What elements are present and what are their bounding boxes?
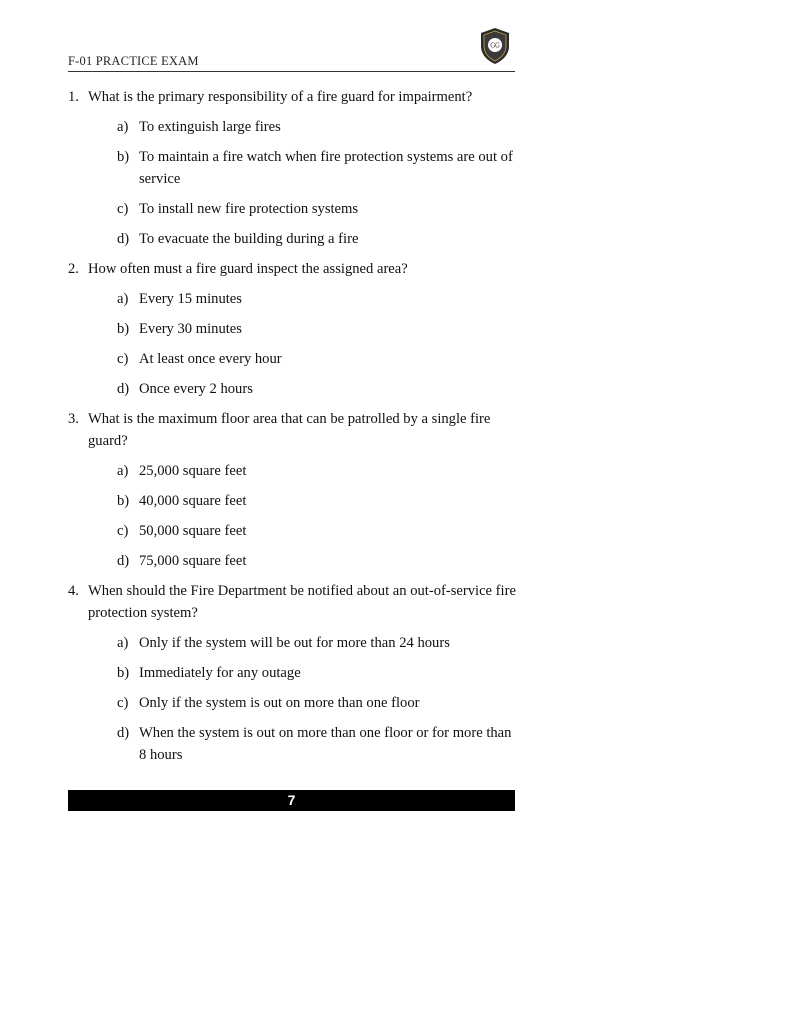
option-letter: a): [117, 463, 129, 479]
question-number: 2.: [68, 261, 79, 277]
option-d: [68, 228, 518, 250]
option-c: [68, 692, 518, 714]
option-letter: b): [117, 321, 130, 337]
option-letter: a): [117, 635, 129, 651]
question-4: [68, 580, 518, 766]
page-number: 7: [287, 792, 296, 808]
option-letter: b): [117, 493, 130, 509]
question-number: 3.: [68, 411, 79, 427]
option-c: [68, 520, 518, 542]
option-text: Every 15 minutes: [139, 291, 242, 307]
question-2: [68, 258, 518, 400]
page-header: [68, 30, 515, 72]
options-list: [68, 460, 518, 572]
option-text: To install new fire protection systems: [139, 201, 359, 217]
option-a: [68, 116, 518, 138]
option-letter: a): [117, 291, 129, 307]
header-title: F-01 PRACTICE EXAM: [68, 54, 199, 68]
page-footer: [68, 790, 515, 811]
option-letter: d): [117, 381, 130, 397]
option-text: Once every 2 hours: [139, 381, 253, 397]
option-letter: c): [117, 351, 129, 367]
option-letter: d): [117, 725, 130, 741]
option-text: At least once every hour: [139, 351, 282, 367]
option-d: [68, 550, 518, 572]
option-d: [68, 722, 518, 766]
option-letter: b): [117, 665, 130, 681]
question-text: When should the Fire Department be notified about an out-of-service fire protection system?: [88, 583, 516, 621]
options-list: [68, 116, 518, 250]
option-b: [68, 146, 518, 190]
guard-guides-logo-icon: [475, 26, 515, 66]
option-text: 50,000 square feet: [139, 523, 247, 539]
question-text: How often must a fire guard inspect the assigned area?: [88, 261, 408, 277]
option-text: To extinguish large fires: [139, 119, 281, 135]
option-letter: d): [117, 553, 130, 569]
option-a: [68, 460, 518, 482]
question-number: 1.: [68, 89, 79, 105]
option-d: [68, 378, 518, 400]
option-text: Every 30 minutes: [139, 321, 242, 337]
exam-questions: [68, 86, 518, 774]
option-b: [68, 662, 518, 684]
option-text: To maintain a fire watch when fire protection systems are out of service: [139, 149, 513, 187]
option-text: To evacuate the building during a fire: [139, 231, 359, 247]
question-text: What is the maximum floor area that can be patrolled by a single fire guard?: [88, 411, 491, 449]
option-text: When the system is out on more than one floor or for more than 8 hours: [139, 725, 512, 763]
question-text: What is the primary responsibility of a fire guard for impairment?: [88, 89, 473, 105]
question-1: [68, 86, 518, 250]
option-letter: a): [117, 119, 129, 135]
option-text: 40,000 square feet: [139, 493, 247, 509]
svg-text:GG: GG: [490, 42, 500, 50]
option-text: 75,000 square feet: [139, 553, 247, 569]
option-a: [68, 632, 518, 654]
question-number: 4.: [68, 583, 79, 599]
option-letter: c): [117, 695, 129, 711]
option-c: [68, 198, 518, 220]
option-text: 25,000 square feet: [139, 463, 247, 479]
option-c: [68, 348, 518, 370]
option-a: [68, 288, 518, 310]
option-letter: d): [117, 231, 130, 247]
question-3: [68, 408, 518, 572]
option-b: [68, 318, 518, 340]
options-list: [68, 288, 518, 400]
option-letter: c): [117, 201, 129, 217]
option-letter: c): [117, 523, 129, 539]
option-letter: b): [117, 149, 130, 165]
option-text: Immediately for any outage: [139, 665, 301, 681]
option-text: Only if the system will be out for more than 24 hours: [139, 635, 450, 651]
options-list: [68, 632, 518, 766]
option-b: [68, 490, 518, 512]
option-text: Only if the system is out on more than one floor: [139, 695, 420, 711]
